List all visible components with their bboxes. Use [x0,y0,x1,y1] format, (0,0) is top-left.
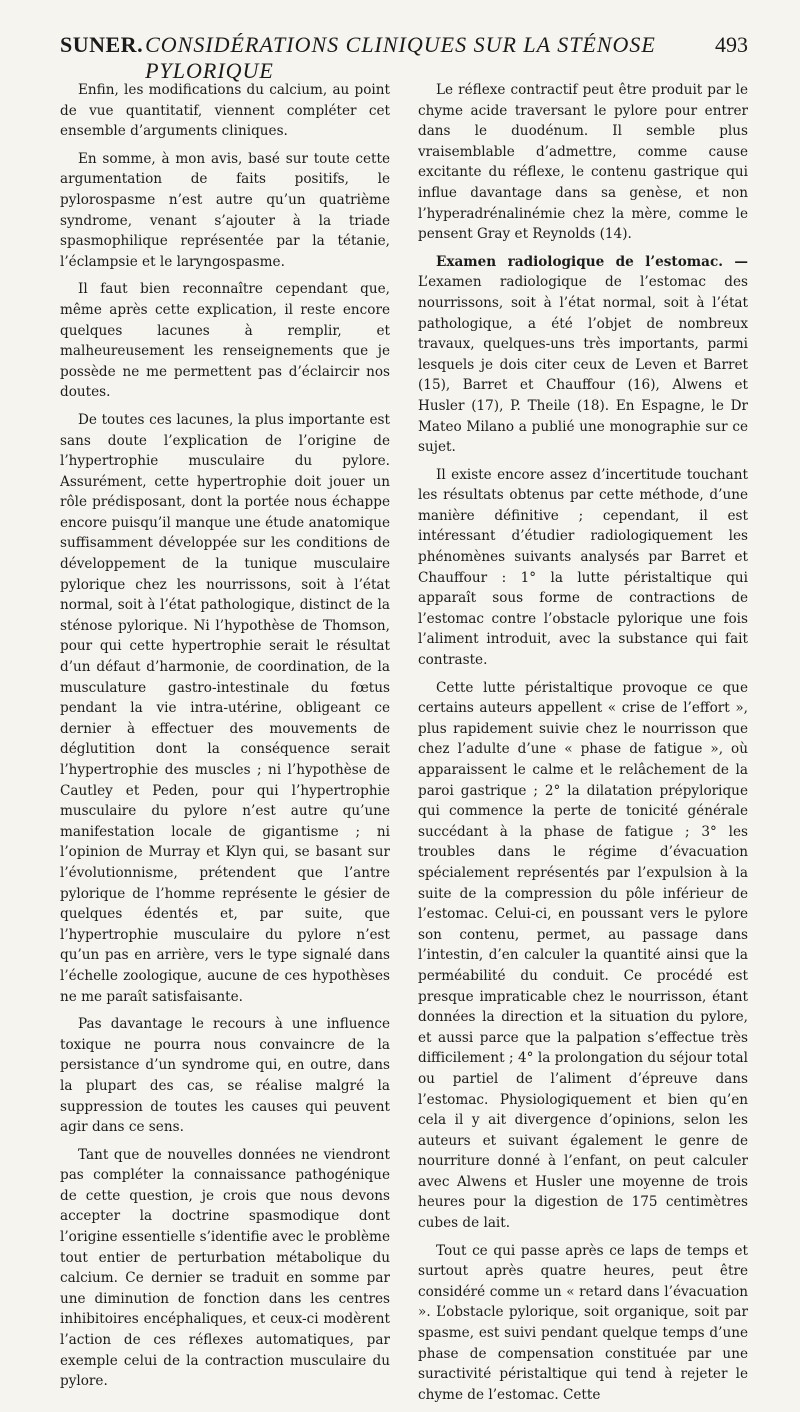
paragraph: Le réflexe contractif peut être produit par le chyme acide traversant le pylore pour entrer dans le duodénum. Il semble plus vraisemblable d’admettre, comme cause excitante du réflexe, le contenu gastrique qui influe davantage dans sa genèse, et non l’hyperadrénalinémie chez la mère, comme le pensent Gray et Reynolds (14). [418,82,748,243]
running-header [60,32,748,83]
paragraph: Tant que de nouvelles données ne viendront pas compléter la connaissance pathogénique de cette question, je crois que nous devons accepter la doctrine spasmodique dont l’origine essentielle s’identifie avec le problème tout entier de perturbation métabolique du calcium. Ce dernier se traduit en somme par une diminution de fonction dans les centres inhibitoires encéphaliques, et ceux-ci modèrent l’action de ces réflexes automatiques, par exemple celui de la contraction musculaire du pylore. [60,1146,390,1390]
header-title: CONSIDÉRATIONS CLINIQUES SUR LA STÉNOSE PYLORIQUE [145,32,656,83]
paragraph: Tout ce qui passe après ce laps de temps et surtout après quatre heures, peut être considéré comme un « retard dans l’évacuation ». L’obstacle pylorique, soit organique, soit par spasme, est suivi pendant quelque temps d’une phase de compensation constituée par une suractivité péristaltique qui tend à rejeter le chyme de l’estomac. Cette [418,1242,748,1403]
paragraph: En somme, à mon avis, basé sur toute cette argumentation de faits positifs, le pylorospasme n’est autre qu’un quatrième syndrome, venant s’ajouter à la triade spasmophilique représentée par la tétanie, l’éclampsie et le laryngospasme. [60,150,390,270]
paragraph: Enfin, les modifications du calcium, au point de vue quantitatif, viennent compléter cet ensemble d’arguments cliniques. [60,82,390,140]
paragraph: Cette lutte péristaltique provoque ce que certains auteurs appellent « crise de l’effort », plus rapidement suivie chez le nourrisson que chez l’adulte d’une « phase de fatigue », où apparaissent le calme et le relâchement de la paroi gastrique ; 2° la dilatation prépylorique qui commence la perte de tonicité générale succédant à la phase de fatigue ; 3° les troubles dans le régime d’évacuation spécialement représentés par l’expulsion à la suite de la compression du pôle inférieur de l’estomac. Celui-ci, en poussant vers le pylore son contenu, permet, au passage dans l’intestin, d’en calculer la quantité ainsi que la perméabilité du conduit. Ce procédé est presque impraticable chez le nourrisson, étant données la direction et la situation du pylore, et aussi parce que la palpation s’effectue très difficilement ; 4° la prolongation du séjour total ou partiel de l’aliment d’épreuve dans l’estomac. Physiologiquement et bien qu’en cela il y ait divergence d’opinions, selon les auteurs et suivant également le genre de nourriture donné à l’enfant, on peut calculer avec Alwens et Husler une moyenne de trois heures pour la digestion de 175 centimètres cubes de lait. [418,679,748,1232]
paragraph: Pas davantage le recours à une influence toxique ne pourra nous convaincre de la persistance d’un syndrome qui, en outre, dans la plupart des cas, se réalise malgré la suppression de toutes les causes qui peuvent agir dans ce sens. [60,1016,390,1136]
left-column [60,80,390,1412]
header-author: SUNER. [60,32,144,57]
page-number: 493 [715,32,748,57]
section-body: L’examen radiologique de l’estomac des nourrissons, soit à l’état normal, soit à l’état pathologique, a été l’objet de nombreux travaux, quelques-uns très importants, parmi lesquels je dois citer ceux de Leven et Barret (15), Barret et Chauffour (16), Alwens et Husler (17), P. Theile (18). En Espagne, le Dr Mateo Milano a publié une monographie sur ce sujet. [418,274,748,456]
right-column [418,80,748,1412]
paragraph: Il faut bien reconnaître cependant que, même après cette explication, il reste encore quelques lacunes à remplir, et malheureusement les renseignements que je possède ne me permettent pas d’éclaircir nos doutes. [60,281,390,401]
paragraph: De toutes ces lacunes, la plus importante est sans doute l’explication de l’origine de l’hypertrophie musculaire du pylore. Assurément, cette hypertrophie doit jouer un rôle prédisposant, dont la portée nous échappe encore puisqu’il manque une étude anatomique suffisamment développée sur les conditions de développement de la tunique musculaire pylorique chez les nourrissons, soit à l’état normal, soit à l’état pathologique, distinct de la sténose pylorique. Ni l’hypothèse de Thomson, pour qui cette hypertrophie serait le résultat d’un défaut d’harmonie, de coordination, de la musculature gastro-intestinale du fœtus pendant la vie intra-utérine, obligeant ce dernier à effectuer des mouvements de déglutition dont la conséquence serait l’hypertrophie des muscles ; ni l’hypothèse de Cautley et Peden, pour qui l’hypertrophie musculaire du pylore n’est autre qu’une manifestation locale de gigantisme ; ni l’opinion de Murray et Klyn qui, se basant sur l’évolutionnisme, prétendent que l’antre pylorique de l’homme représente le gésier de quelques édentés et, par suite, que l’hypertrophie musculaire du pylore n’est qu’un pas en arrière, vers le type signalé dans l’échelle zoologique, aucune de ces hypothèses ne me paraît satisfaisante. [60,411,390,1005]
two-column-body [60,80,748,1412]
paragraph-radiology [418,252,748,458]
section-heading: Examen radiologique de l’estomac. — [436,253,748,270]
paragraph: Il existe encore assez d’incertitude touchant les résultats obtenus par cette méthode, d’une manière définitive ; cependant, il est intéressant d’étudier radiologiquement les phénomènes suivants analysés par Barret et Chauffour : 1° la lutte péristaltique qui apparaît sous forme de contractions de l’estomac contre l’obstacle pylorique une fois l’aliment introduit, avec la substance qui fait contraste. [418,466,748,669]
